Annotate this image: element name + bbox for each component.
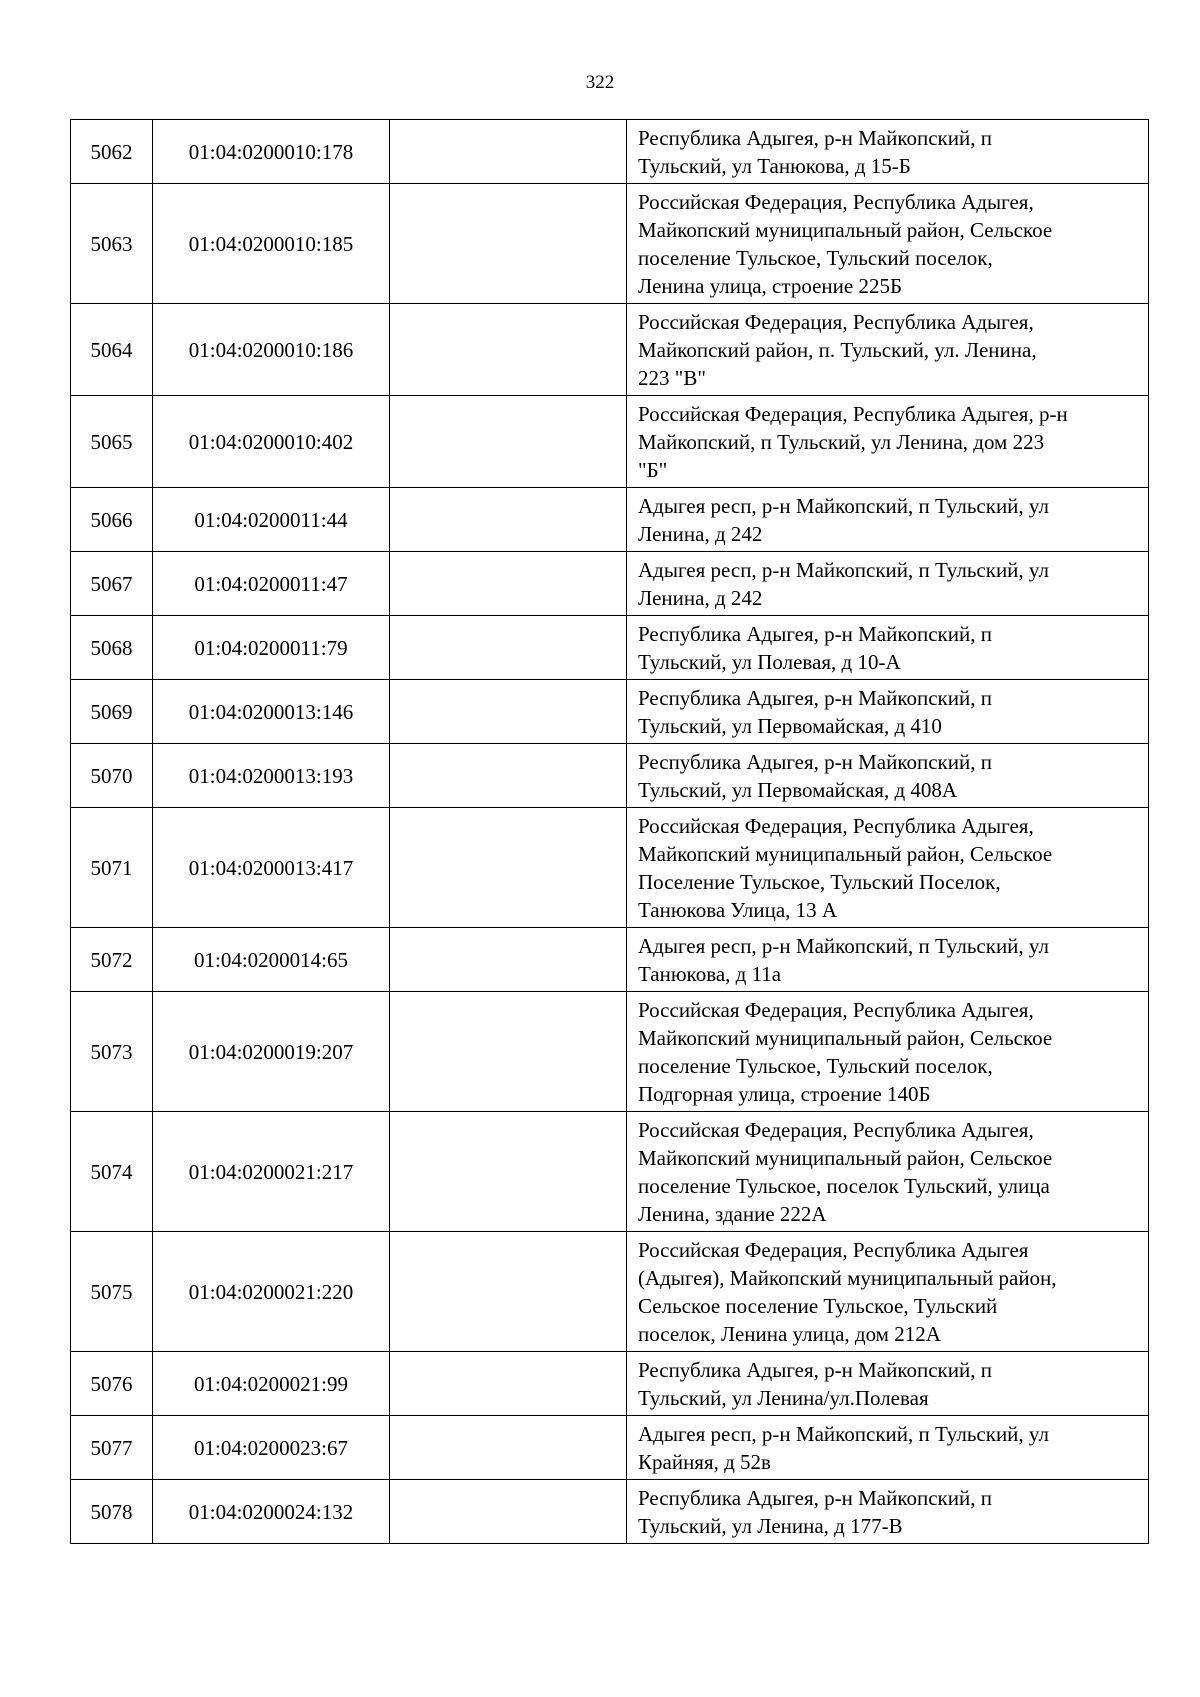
empty-cell (390, 396, 627, 488)
empty-cell (390, 680, 627, 744)
row-number: 5069 (71, 680, 153, 744)
table-row (71, 1480, 1149, 1544)
table-row (71, 680, 1149, 744)
empty-cell (390, 992, 627, 1112)
address: Адыгея респ, р-н Майкопский, п Тульский, ул Ленина, д 242 (627, 488, 1149, 552)
empty-cell (390, 488, 627, 552)
registry-table (70, 119, 1149, 1544)
address: Адыгея респ, р-н Майкопский, п Тульский, ул Крайняя, д 52в (627, 1416, 1149, 1480)
address: Российская Федерация, Республика Адыгея, Майкопский муниципальный район, Сельское Поселение Тульское, Тульский Поселок, Танюкова Улица, 13 А (627, 808, 1149, 928)
address: Республика Адыгея, р-н Майкопский, п Тульский, ул Первомайская, д 410 (627, 680, 1149, 744)
empty-cell (390, 1352, 627, 1416)
cadastral-number: 01:04:0200021:99 (153, 1352, 390, 1416)
cadastral-number: 01:04:0200021:220 (153, 1232, 390, 1352)
address: Республика Адыгея, р-н Майкопский, п Тульский, ул Полевая, д 10-А (627, 616, 1149, 680)
empty-cell (390, 1480, 627, 1544)
cadastral-number: 01:04:0200021:217 (153, 1112, 390, 1232)
address: Республика Адыгея, р-н Майкопский, п Тульский, ул Первомайская, д 408А (627, 744, 1149, 808)
cadastral-number: 01:04:0200010:185 (153, 184, 390, 304)
table-row (71, 488, 1149, 552)
table-row (71, 552, 1149, 616)
address: Российская Федерация, Республика Адыгея, Майкопский муниципальный район, Сельское поселение Тульское, Тульский поселок, Ленина улица, строение 225Б (627, 184, 1149, 304)
cadastral-number: 01:04:0200011:79 (153, 616, 390, 680)
row-number: 5077 (71, 1416, 153, 1480)
cadastral-number: 01:04:0200013:417 (153, 808, 390, 928)
empty-cell (390, 120, 627, 184)
table-row (71, 616, 1149, 680)
row-number: 5065 (71, 396, 153, 488)
table-row (71, 928, 1149, 992)
row-number: 5062 (71, 120, 153, 184)
empty-cell (390, 1112, 627, 1232)
empty-cell (390, 1232, 627, 1352)
registry-body (71, 120, 1149, 1544)
row-number: 5075 (71, 1232, 153, 1352)
row-number: 5072 (71, 928, 153, 992)
table-row (71, 396, 1149, 488)
cadastral-number: 01:04:0200010:402 (153, 396, 390, 488)
cadastral-number: 01:04:0200024:132 (153, 1480, 390, 1544)
empty-cell (390, 744, 627, 808)
cadastral-number: 01:04:0200013:146 (153, 680, 390, 744)
address: Российская Федерация, Республика Адыгея, р-н Майкопский, п Тульский, ул Ленина, дом 223 "Б" (627, 396, 1149, 488)
row-number: 5078 (71, 1480, 153, 1544)
address: Российская Федерация, Республика Адыгея (Адыгея), Майкопский муниципальный район, Сельское поселение Тульское, Тульский поселок, Ленина улица, дом 212А (627, 1232, 1149, 1352)
table-row (71, 1352, 1149, 1416)
empty-cell (390, 552, 627, 616)
table-row (71, 992, 1149, 1112)
empty-cell (390, 1416, 627, 1480)
page-number: 322 (585, 72, 615, 93)
address: Российская Федерация, Республика Адыгея, Майкопский муниципальный район, Сельское поселение Тульское, поселок Тульский, улица Ленина, здание 222А (627, 1112, 1149, 1232)
row-number: 5076 (71, 1352, 153, 1416)
cadastral-number: 01:04:0200011:44 (153, 488, 390, 552)
cadastral-number: 01:04:0200010:186 (153, 304, 390, 396)
table-row (71, 304, 1149, 396)
cadastral-number: 01:04:0200019:207 (153, 992, 390, 1112)
table-row (71, 808, 1149, 928)
row-number: 5068 (71, 616, 153, 680)
cadastral-number: 01:04:0200011:47 (153, 552, 390, 616)
address: Адыгея респ, р-н Майкопский, п Тульский, ул Танюкова, д 11а (627, 928, 1149, 992)
cadastral-number: 01:04:0200014:65 (153, 928, 390, 992)
address: Российская Федерация, Республика Адыгея, Майкопский район, п. Тульский, ул. Ленина, 223 "В" (627, 304, 1149, 396)
table-row (71, 1112, 1149, 1232)
table-row (71, 184, 1149, 304)
address: Российская Федерация, Республика Адыгея, Майкопский муниципальный район, Сельское поселение Тульское, Тульский поселок, Подгорная улица, строение 140Б (627, 992, 1149, 1112)
empty-cell (390, 616, 627, 680)
row-number: 5066 (71, 488, 153, 552)
empty-cell (390, 304, 627, 396)
table-row (71, 1416, 1149, 1480)
table-row (71, 120, 1149, 184)
table-row (71, 744, 1149, 808)
table-row (71, 1232, 1149, 1352)
row-number: 5074 (71, 1112, 153, 1232)
row-number: 5063 (71, 184, 153, 304)
address: Республика Адыгея, р-н Майкопский, п Тульский, ул Ленина, д 177-В (627, 1480, 1149, 1544)
empty-cell (390, 184, 627, 304)
empty-cell (390, 928, 627, 992)
address: Республика Адыгея, р-н Майкопский, п Тульский, ул Ленина/ул.Полевая (627, 1352, 1149, 1416)
row-number: 5067 (71, 552, 153, 616)
cadastral-number: 01:04:0200023:67 (153, 1416, 390, 1480)
empty-cell (390, 808, 627, 928)
address: Адыгея респ, р-н Майкопский, п Тульский, ул Ленина, д 242 (627, 552, 1149, 616)
row-number: 5071 (71, 808, 153, 928)
cadastral-number: 01:04:0200013:193 (153, 744, 390, 808)
row-number: 5073 (71, 992, 153, 1112)
row-number: 5064 (71, 304, 153, 396)
cadastral-number: 01:04:0200010:178 (153, 120, 390, 184)
row-number: 5070 (71, 744, 153, 808)
address: Республика Адыгея, р-н Майкопский, п Тульский, ул Танюкова, д 15-Б (627, 120, 1149, 184)
